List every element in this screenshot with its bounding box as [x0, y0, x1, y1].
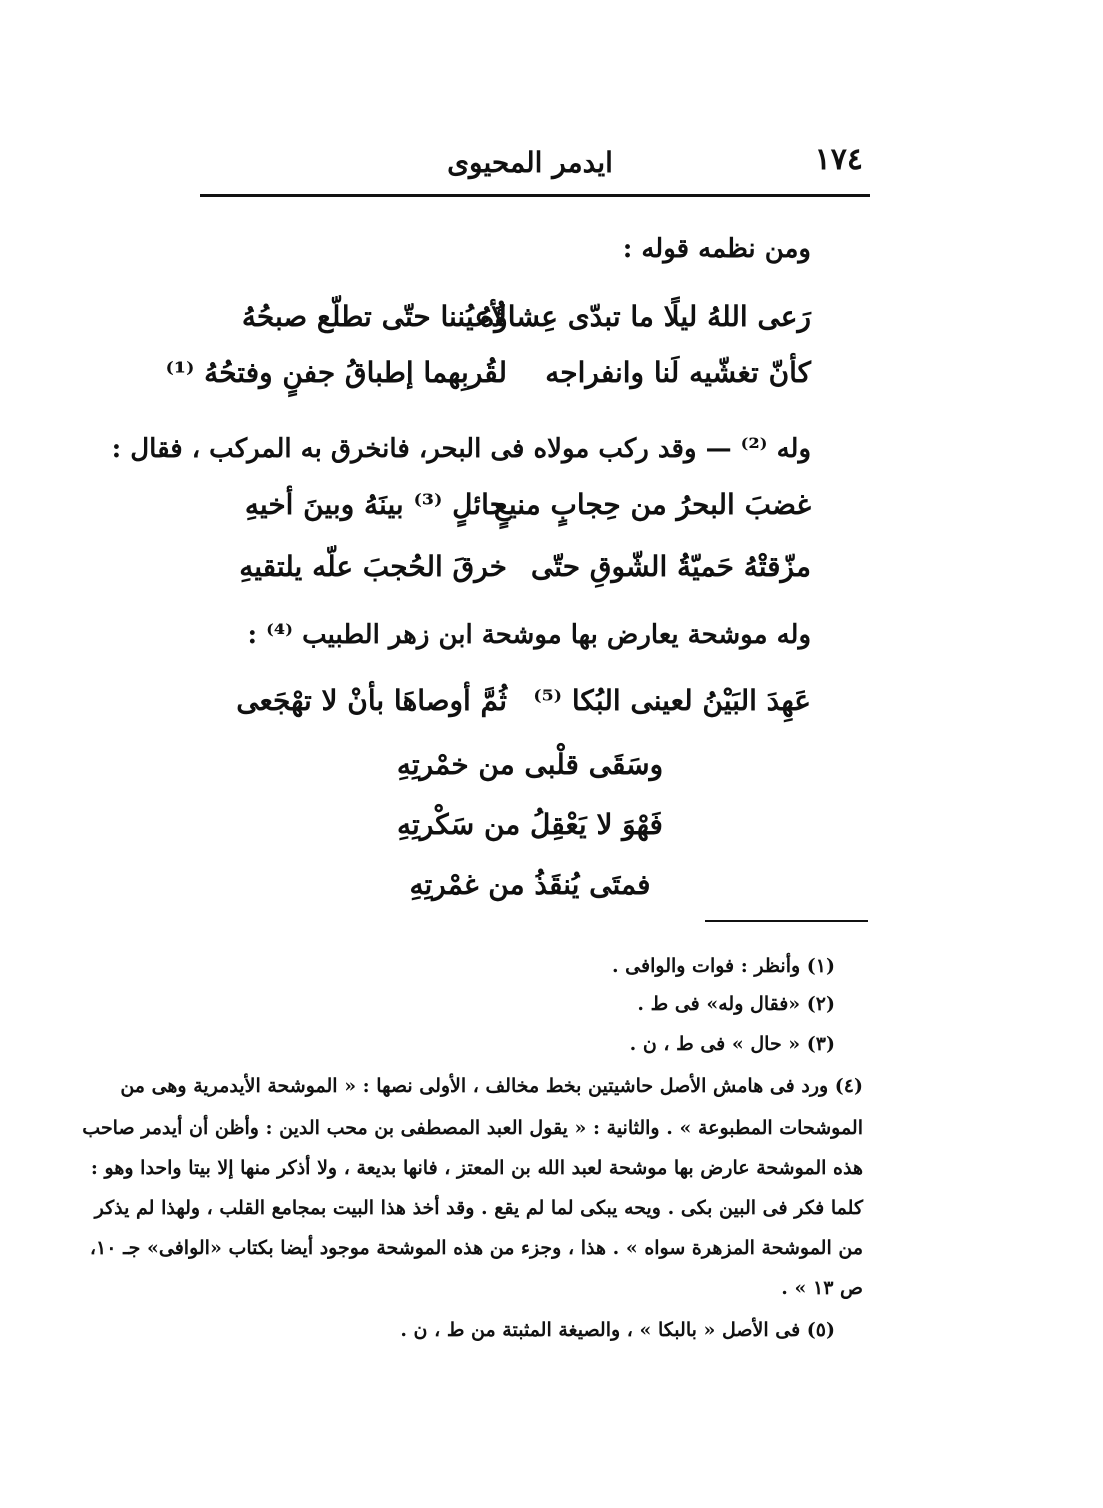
footnote-4-end: ص ١٣ » .: [781, 1277, 863, 1299]
muwashshah-first-right: عَهِدَ البَيْنُ لعينى البُكا ⁽⁵⁾: [533, 684, 811, 717]
intro-line-2: وله ⁽²⁾ — وقد ركب مولاه فى البحر، فانخرق به المركب ، فقال :: [111, 434, 811, 464]
muwashshah-line-2: فَهْوَ لا يَعْقِلُ من سَكْرتِهِ: [397, 808, 663, 841]
intro-line-3: وله موشحة يعارض بها موشحة ابن زهر الطبيب ⁽⁴⁾ :: [247, 620, 811, 650]
verse2-line2-left: خرقَ الحُجبَ علّه يلتقيهِ: [239, 550, 507, 583]
footnote-4-line-2: الموشحات المطبوعة » . والثانية : « يقول العبد المصطفى بن محب الدين : وأظن أن أيدمر صاحب: [82, 1117, 863, 1139]
footnote-2: (٢) «فقال وله» فى ط .: [637, 993, 835, 1015]
footnote-3: (٣) « حال » فى ط ، ن .: [629, 1033, 835, 1055]
verse1-line1-right: رَعى اللهُ ليلًا ما تبدّى عِشاؤُهُ: [479, 300, 811, 333]
footnote-5: (٥) فى الأصل « بالبكا » ، والصيغة المثبتة من ط ، ن .: [400, 1319, 835, 1341]
footnote-4-line-3: هذه الموشحة عارض بها موشحة لعبد الله بن المعتز ، فانها بديعة ، ولا أذكر منها إلا بيتا واحدا وهو :: [90, 1157, 863, 1179]
footnote-4-line-1: (٤) ورد فى هامش الأصل حاشيتين بخط مخالف ، الأولى نصها : « الموشحة الأيدمرية وهى من: [120, 1075, 863, 1097]
footnote-divider: [705, 920, 868, 922]
running-title: ايدمر المحيوى: [447, 146, 613, 179]
verse2-line1-left: حائلٍ ⁽³⁾ بينَهُ وبينَ أخيهِ: [244, 488, 507, 521]
muwashshah-line-3: فمتَى يُنقَذُ من غمْرتِهِ: [409, 868, 651, 901]
page-number: ١٧٤: [814, 142, 863, 177]
footnote-1: (١) وأنظر : فوات والوافى .: [611, 955, 835, 977]
header-divider: [200, 194, 870, 197]
verse1-line2-left: لقُربِهما إطباقُ جفنٍ وفتحُهُ ⁽¹⁾: [165, 356, 507, 389]
footnote-4-line-5: من الموشحة المزهرة سواه » . هذا ، وجزء من هذه الموشحة موجود أيضا بكتاب «الوافى» جـ ١٠،: [89, 1237, 863, 1259]
verse2-line2-right: مزّقتْهُ حَميّةُ الشّوقِ حتّى: [530, 550, 811, 583]
footnote-4-line-4: كلما فكر فى البين بكى . ويحه يبكى لما لم يقع . وقد أخذ هذا البيت بمجامع القلب ، ولهذا لم يذكر: [94, 1197, 863, 1219]
intro-line-1: ومن نظمه قوله :: [622, 234, 811, 264]
muwashshah-first-left: ثُمَّ أوصاهَا بأنْ لا تهْجَعى: [236, 684, 507, 717]
muwashshah-line-1: وسَقَى قلْبى من خمْرتِهِ: [396, 748, 664, 781]
verse1-line2-right: كأنّ تغشّيه لَنا وانفراجه: [545, 356, 811, 389]
verse2-line1-right: غضبَ البحرُ من حِجابٍ منيعٍ: [493, 488, 811, 521]
verse1-line1-left: لأعيُننا حتّى تطلّع صبحُهُ: [241, 300, 507, 333]
